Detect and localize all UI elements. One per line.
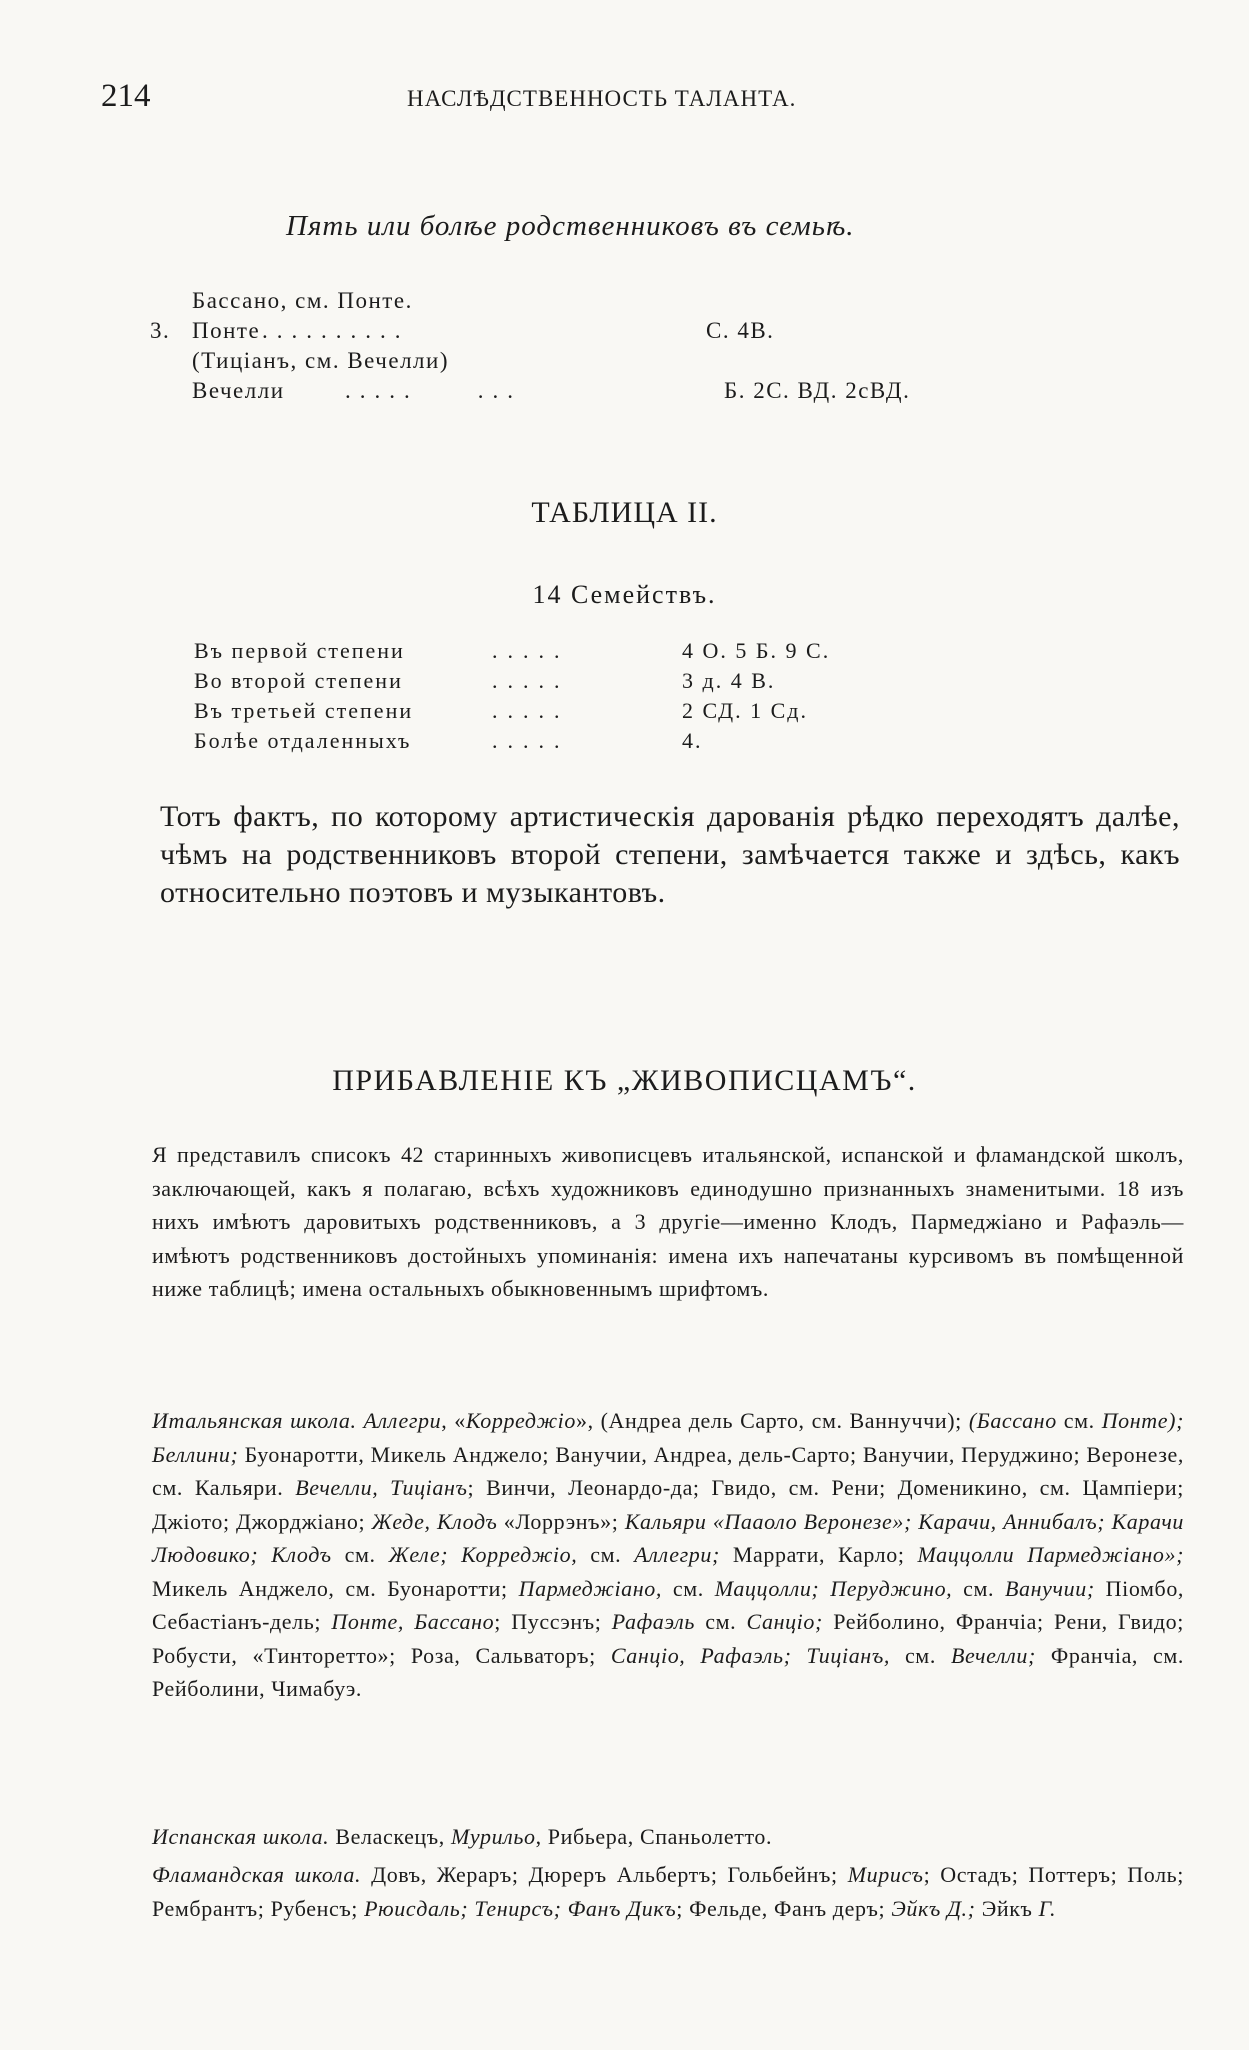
- page-number: 214: [101, 78, 151, 114]
- text-run: , Рибьера, Спаньолетто.: [535, 1824, 773, 1849]
- painter-name: Кальяри «Пааоло Веронезе»; Карачи, Аннибалъ; Карачи Людовико; Клодъ: [152, 1508, 1185, 1567]
- leader-dots: .....: [492, 668, 570, 693]
- painter-name: Мурильо: [450, 1824, 536, 1849]
- painter-name: Понте, Бассано: [331, 1609, 495, 1634]
- text-run: см.: [331, 1542, 389, 1567]
- degree-name: Во второй степени: [194, 668, 403, 693]
- text-run: Піомбо, Себастіанъ-дель;: [152, 1575, 1185, 1634]
- leader-dots: .....: [492, 698, 570, 723]
- degree-name: Болѣе отдаленныхъ: [194, 728, 412, 753]
- painter-name: Рафаэль: [611, 1609, 695, 1634]
- painter-name: Жеде, Клодъ: [371, 1508, 498, 1534]
- painter-name: Аллегри;: [634, 1542, 720, 1567]
- painter-name: Пармеджіано,: [518, 1575, 662, 1601]
- paragraph-text: Тотъ фактъ, по которому артистическія дарованія рѣдко переходятъ далѣе, чѣмъ на родственниковъ второй степени, замѣчается также и здѣсь, какъ относительно поэтовъ и музыкантовъ.: [160, 800, 1180, 909]
- text-run: Рейболино, Франчіа; Рени, Гвидо; Робусти, «Тинторетто»; Роза, Сальваторъ;: [152, 1609, 1184, 1668]
- family-name: Понте: [192, 318, 261, 343]
- painter-name: Корреджіо: [465, 1408, 576, 1433]
- painter-name: Ванучии;: [1005, 1575, 1095, 1601]
- leader-dots: ..... ...: [345, 378, 522, 403]
- text-run: ; Остадъ; Поттеръ; Поль; Рембрантъ; Рубенсъ;: [152, 1862, 1185, 1921]
- degree-name: Въ третьей степени: [194, 698, 414, 723]
- painter-name: Санціо, Рафаэль; Тиціанъ,: [610, 1642, 890, 1668]
- degree-value: 4 О. 5 Б. 9 С.: [682, 638, 831, 663]
- text-run: , «: [441, 1408, 466, 1433]
- painter-name: Рюисдаль; Тенирсъ; Фанъ Дикъ: [364, 1895, 677, 1921]
- text-run: ; Пуссэнъ;: [494, 1609, 612, 1634]
- section-subheading: Пять или болѣе родственниковъ въ семьѣ.: [286, 210, 855, 242]
- painter-name: Маццолли Пармеджіано»;: [917, 1542, 1185, 1567]
- text-run: Эйкъ: [975, 1895, 1039, 1921]
- degree-value: 2 СД. 1 Сд.: [682, 698, 808, 723]
- school-label: Итальянская школа.: [152, 1408, 357, 1433]
- painter-name: Аллегри: [363, 1408, 442, 1433]
- family-name: Бассано, см. Понте.: [192, 288, 413, 313]
- text-run: Маррати, Карло;: [719, 1542, 918, 1567]
- painter-name: Г.: [1038, 1895, 1057, 1921]
- text-run: Веласкецъ,: [329, 1824, 451, 1849]
- painter-name: Понте); Беллини;: [152, 1408, 1184, 1467]
- text-run: см.: [1056, 1408, 1102, 1433]
- text-run: см.: [694, 1609, 747, 1634]
- text-run: Буонаротти, Микель Анджело; Ванучии, Андреа, дель-Сарто; Ванучии, Перуджино; Веронезе, см. Кальяри.: [152, 1441, 1184, 1500]
- text-run: см.: [577, 1542, 635, 1567]
- leader-dots: .....: [492, 728, 570, 753]
- table-title: ТАБЛИЦА II.: [531, 496, 718, 529]
- painter-name: Санціо;: [746, 1609, 823, 1634]
- school-label: Испанская школа.: [152, 1824, 330, 1849]
- flemish-school-list: [152, 1858, 1184, 1925]
- flemish-school-text: [152, 1858, 1184, 1925]
- degree-name: Въ первой степени: [194, 638, 405, 663]
- painter-name: Мирисъ: [847, 1862, 924, 1887]
- painter-name: Вечелли;: [950, 1642, 1036, 1668]
- text-run: », (Андреа дель Сарто, см. Ваннуччи);: [575, 1408, 969, 1433]
- leader-dots: ..........: [262, 318, 410, 343]
- appendix-heading: ПРИБАВЛЕНІЕ КЪ „ЖИВОПИСЦАМЪ“.: [332, 1064, 917, 1097]
- painter-name: Маццолли; Перуджино,: [714, 1575, 953, 1601]
- family-name: Вечелли: [192, 378, 285, 403]
- text-run: ; Фельде, Фанъ деръ;: [676, 1895, 892, 1921]
- painter-name: (Бассано: [968, 1408, 1057, 1433]
- body-paragraph: [160, 798, 1180, 912]
- text-run: см.: [889, 1642, 951, 1668]
- relation-codes: Б. 2С. ВД. 2сВД.: [724, 378, 911, 403]
- appendix-intro: [152, 1138, 1184, 1306]
- text-run: см.: [661, 1575, 715, 1601]
- painter-name: Эйкъ Д.;: [891, 1895, 976, 1921]
- degree-value: 3 д. 4 В.: [682, 668, 776, 693]
- text-run: Микель Анджело, см. Буонаротти;: [152, 1575, 519, 1601]
- school-label: Фламандская школа.: [152, 1862, 362, 1887]
- degree-value: 4.: [682, 728, 703, 753]
- spanish-school-list: [152, 1820, 1184, 1854]
- intro-text: Я представилъ списокъ 42 старинныхъ живописцевъ итальянской, испанской и фламандской школъ, заключающей, какъ я полагаю, всѣхъ художниковъ единодушно признанныхъ знаменитыми. 18 изъ нихъ имѣютъ даровитыхъ родственниковъ, а 3 другіе—именно Клодъ, Пармеджіано и Рафаэль—имѣютъ родственниковъ достойныхъ упоминанія: имена ихъ напечатаны курсивомъ въ помѣщенной ниже таблицѣ; имена остальныхъ обыкновеннымъ шрифтомъ.: [152, 1142, 1184, 1301]
- relation-codes: С. 4В.: [706, 318, 775, 343]
- text-run: «Лоррэнъ»;: [497, 1508, 625, 1534]
- painter-name: Вечелли, Тиціанъ: [295, 1475, 468, 1500]
- leader-dots: .....: [492, 638, 570, 663]
- family-count: 3.: [150, 318, 171, 343]
- running-head: НАСЛѢДСТВЕННОСТЬ ТАЛАНТА.: [407, 86, 797, 111]
- family-name: (Тиціанъ, см. Вечелли): [192, 348, 449, 373]
- families-count: 14 Семействъ.: [532, 580, 717, 609]
- italian-school-list: [152, 1404, 1184, 1706]
- text-run: см.: [952, 1575, 1006, 1601]
- text-run: Франчіа, см. Рейболини, Чимабуэ.: [152, 1642, 1185, 1701]
- painter-name: Желе; Корреджіо,: [388, 1542, 578, 1567]
- text-run: Довъ, Жераръ; Дюреръ Альбертъ; Гольбейнъ;: [361, 1862, 848, 1887]
- italian-school-text: [152, 1404, 1184, 1706]
- text-run: ; Винчи, Леонардо-да; Гвидо, см. Рени; Доменикино, см. Цампіери; Джіото; Джорджіано;: [152, 1475, 1185, 1534]
- spanish-school-text: [152, 1820, 1184, 1854]
